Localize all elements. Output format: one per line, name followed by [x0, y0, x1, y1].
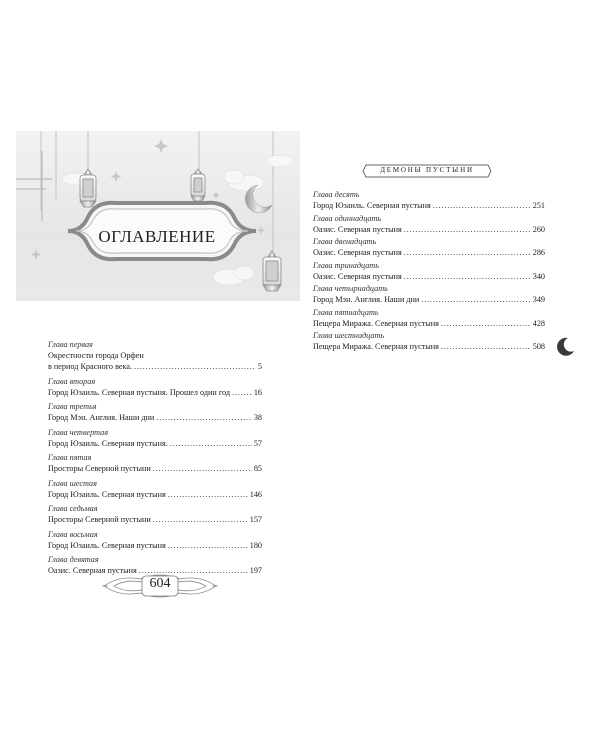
toc-line — [313, 247, 545, 258]
dot-leader — [441, 318, 531, 329]
toc-entry — [48, 479, 262, 500]
toc-illustration — [16, 131, 300, 301]
dot-leader — [153, 514, 248, 525]
chapter-label: Глава третья — [48, 402, 97, 411]
toc-line — [48, 361, 262, 372]
toc-entry — [48, 530, 262, 551]
toc-entry — [48, 340, 262, 372]
toc-line — [48, 514, 262, 525]
chapter-title: Оазис. Северная пустыня — [313, 248, 402, 257]
chapter-label: Глава десять — [313, 190, 360, 199]
chapter-title: Город Юзаиль. Северная пустыня — [48, 489, 166, 499]
toc-entry — [313, 237, 545, 258]
toc-line — [48, 387, 262, 398]
chapter-label: Глава девятая — [48, 555, 99, 564]
chapter-page-number: 349 — [532, 295, 545, 304]
toc-heading: ОГЛАВЛЕНИЕ — [98, 227, 216, 246]
running-header-title: ДЕМОНЫ ПУСТЫНИ — [380, 166, 474, 174]
chapter-label: Глава пятая — [48, 453, 92, 462]
chapter-title: Оазис. Северная пустыня — [48, 566, 137, 575]
chapter-page-number: 16 — [253, 387, 262, 397]
toc-line — [48, 350, 262, 361]
chapter-title: в период Красного века. — [48, 362, 133, 371]
toc-entry — [313, 284, 545, 305]
toc-entry — [313, 331, 545, 352]
toc-entry — [48, 504, 262, 525]
chapter-label: Глава четвертая — [48, 427, 109, 437]
chapter-page-number: 157 — [249, 515, 262, 524]
dot-leader — [404, 224, 531, 235]
chapter-label: Глава шестая — [48, 478, 97, 488]
toc-list-left — [48, 340, 262, 576]
toc-entry — [48, 377, 262, 398]
chapter-page-number: 340 — [532, 271, 545, 281]
toc-line — [313, 294, 545, 305]
toc-line — [48, 540, 262, 551]
chapter-title: Город Юзаиль. Северная пустыня. Прошел один год — [48, 387, 231, 397]
dot-leader — [168, 489, 248, 500]
chapter-page-number: 428 — [532, 318, 545, 328]
crescent-moon-icon — [245, 185, 272, 213]
page-number-ornament — [100, 569, 220, 603]
chapter-title: Просторы Северной пустыни — [48, 515, 151, 524]
chapter-page-number: 286 — [532, 248, 545, 257]
chapter-title: Город Мэн. Англия. Наши дни — [313, 295, 420, 304]
chapter-label: Глава седьмая — [48, 504, 98, 513]
toc-line — [48, 489, 262, 500]
chapter-page-number: 508 — [532, 342, 545, 351]
dot-leader — [153, 463, 252, 474]
dot-leader — [433, 200, 531, 211]
toc-entry — [313, 261, 545, 282]
toc-entry — [313, 308, 545, 329]
dot-leader — [170, 438, 252, 449]
toc-line — [313, 200, 545, 211]
chapter-page-number: 5 — [257, 362, 262, 371]
chapter-page-number: 57 — [253, 438, 262, 448]
dot-leader — [232, 387, 252, 398]
chapter-page-number: 85 — [253, 464, 262, 473]
dot-leader — [404, 271, 531, 282]
chapter-title: Пещера Миража. Северная пустыня — [313, 318, 439, 328]
chapter-title: Город Юзаиль. Северная пустыня. — [48, 438, 168, 448]
toc-entry — [313, 190, 545, 211]
chapter-page-number: 197 — [249, 566, 262, 575]
dot-leader — [441, 341, 531, 352]
chapter-title: Город Юзаиль. Северная пустыня — [48, 540, 166, 550]
toc-entry — [48, 453, 262, 474]
dot-leader — [134, 361, 256, 372]
dot-leader — [156, 412, 252, 423]
chapter-label: Глава одиннадцать — [313, 213, 382, 223]
ornament-background — [16, 131, 300, 301]
toc-line — [313, 318, 545, 329]
dot-leader — [404, 247, 531, 258]
chapter-title: Оазис. Северная пустыня — [313, 224, 402, 234]
chapter-label: Глава шестнадцать — [313, 331, 385, 340]
toc-entry — [48, 428, 262, 449]
chapter-page-number: 146 — [249, 489, 262, 499]
toc-entry — [313, 214, 545, 235]
chapter-title: Окрестности города Орфен — [48, 351, 144, 360]
page-number: 604 — [149, 576, 171, 591]
toc-line — [313, 341, 545, 352]
chapter-label: Глава восьмая — [48, 529, 98, 539]
chapter-page-number: 260 — [532, 224, 545, 234]
chapter-title: Просторы Северной пустыни — [48, 464, 151, 473]
chapter-label: Глава вторая — [48, 376, 96, 386]
chapter-label: Глава четырнадцать — [313, 284, 388, 293]
chapter-title: Пещера Миража. Северная пустыня — [313, 342, 439, 351]
toc-entry — [48, 402, 262, 423]
toc-line — [48, 463, 262, 474]
chapter-title: Город Юзаиль. Северная пустыня — [313, 201, 431, 210]
dot-leader — [168, 540, 248, 551]
chapter-title: Город Мэн. Англия. Наши дни — [48, 413, 155, 422]
chapter-label: Глава первая — [48, 340, 93, 349]
toc-line — [313, 224, 545, 235]
chapter-page-number: 38 — [253, 413, 262, 422]
chapter-title: Оазис. Северная пустыня — [313, 271, 402, 281]
crescent-moon-icon — [556, 336, 576, 356]
dot-leader — [421, 294, 530, 305]
chapter-page-number: 251 — [532, 201, 545, 210]
chapter-page-number: 180 — [249, 540, 262, 550]
chapter-label: Глава пятнадцать — [313, 307, 379, 317]
toc-line — [313, 271, 545, 282]
toc-line — [48, 412, 262, 423]
toc-list-right — [313, 190, 545, 352]
running-header — [362, 164, 492, 178]
toc-line — [48, 438, 262, 449]
chapter-label: Глава двенадцать — [313, 237, 377, 246]
chapter-label: Глава тринадцать — [313, 260, 379, 270]
